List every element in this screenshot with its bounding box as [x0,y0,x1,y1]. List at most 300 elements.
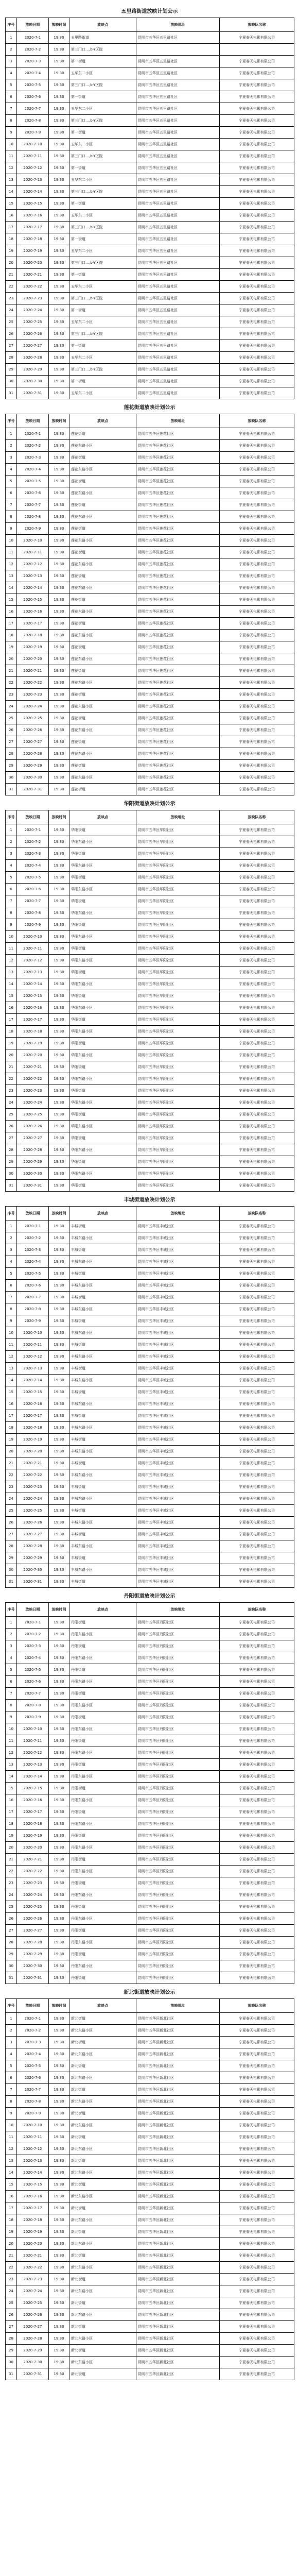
cell-no: 25 [6,2297,17,2309]
cell-date: 2020-7-7 [17,499,49,511]
table-row [6,2060,294,2072]
cell-time: 19:30 [49,570,69,582]
cell-date: 2020-7-3 [17,452,49,464]
cell-team: 宁夏春天电影有限公司 [220,210,294,222]
cell-no: 31 [6,1972,17,1984]
cell-date: 2020-7-15 [17,1783,49,1794]
cell-no: 30 [6,376,17,387]
cell-addr: 昆明市五华区丹阳社区 [136,1972,220,1984]
cell-no: 14 [6,582,17,594]
cell-date: 2020-7-15 [17,2179,49,2191]
cell-date: 2020-7-10 [17,2120,49,2131]
cell-addr: 昆明市五华区华阳社区 [136,1085,220,1097]
cell-addr: 昆明市五华区新北社区 [136,2250,220,2262]
cell-no: 6 [6,884,17,895]
cell-place: 新北东路小区 [69,2262,136,2274]
cell-no: 27 [6,736,17,748]
cell-no: 29 [6,760,17,772]
cell-team: 宁夏春天电影有限公司 [220,2238,294,2250]
cell-time: 19:30 [49,511,69,523]
cell-no: 8 [6,511,17,523]
cell-place: 丹阳街道 [69,1854,136,1866]
table-row [6,1422,294,1434]
cell-no: 28 [6,2333,17,2345]
cell-time: 19:30 [49,836,69,848]
schedule-table [5,18,294,399]
cell-addr: 昆明市五华区新北社区 [136,2191,220,2202]
cell-time: 19:30 [49,1937,69,1948]
cell-time: 19:30 [49,848,69,860]
cell-addr: 昆明市五华区新北社区 [136,2108,220,2120]
table-row [6,1818,294,1830]
table-row [6,907,294,919]
table-row [6,1026,294,1038]
cell-time: 19:30 [49,1830,69,1842]
cell-no: 19 [6,1830,17,1842]
cell-place: 华阳东路小区 [69,1002,136,1014]
cell-addr: 昆明市五华区新北社区 [136,2179,220,2191]
cell-addr: 昆明市五华区丰城社区 [136,1327,220,1339]
cell-date: 2020-7-28 [17,1144,49,1156]
cell-time: 19:30 [49,1315,69,1327]
cell-team: 宁夏春天电影有限公司 [220,2191,294,2202]
column-header-time: 放映时间 [49,1207,69,1221]
cell-place: 丰城街道 [69,1268,136,1280]
cell-team: 宁夏春天电影有限公司 [220,1351,294,1363]
cell-time: 19:30 [49,1292,69,1303]
schedule-table [5,414,294,795]
cell-no: 18 [6,630,17,641]
table-row [6,2309,294,2321]
cell-place: 华阳东路小区 [69,1073,136,1085]
cell-date: 2020-7-29 [17,1156,49,1168]
cell-date: 2020-7-20 [17,1842,49,1854]
cell-place: 新北街道 [69,2084,136,2096]
table-row [6,1014,294,1026]
cell-date: 2020-7-4 [17,67,49,79]
cell-addr: 昆明市五华区莲花社区 [136,499,220,511]
cell-place: 莲花街道 [69,760,136,772]
cell-addr: 昆明市五华区莲花社区 [136,713,220,724]
cell-time: 19:30 [49,760,69,772]
cell-team: 宁夏春天电影有限公司 [220,772,294,784]
cell-no: 3 [6,56,17,67]
cell-time: 19:30 [49,1469,69,1481]
table-row [6,499,294,511]
table-row [6,222,294,233]
cell-team: 宁夏春天电影有限公司 [220,907,294,919]
cell-addr: 昆明市五华区五里路社区 [136,115,220,127]
cell-no: 22 [6,1469,17,1481]
table-row [6,1292,294,1303]
cell-time: 19:30 [49,1375,69,1386]
cell-date: 2020-7-6 [17,1676,49,1688]
cell-date: 2020-7-13 [17,1759,49,1771]
table-row [6,570,294,582]
cell-no: 17 [6,222,17,233]
cell-time: 19:30 [49,1972,69,1984]
cell-addr: 昆明市五华区华阳社区 [136,1073,220,1085]
cell-time: 19:30 [49,919,69,931]
cell-time: 19:30 [49,1446,69,1458]
cell-addr: 昆明市五华区华阳社区 [136,1132,220,1144]
table-row [6,884,294,895]
cell-addr: 昆明市五华区新北社区 [136,2333,220,2345]
cell-place: 丰城街道 [69,1552,136,1564]
cell-team: 宁夏春天电影有限公司 [220,174,294,186]
cell-place: 丰城东路小区 [69,1493,136,1505]
cell-addr: 昆明市五华区丰城社区 [136,1493,220,1505]
cell-place: 丹阳街道 [69,1901,136,1913]
table-row [6,2238,294,2250]
cell-date: 2020-7-24 [17,2285,49,2297]
cell-addr: 昆明市五华区丹阳社区 [136,1937,220,1948]
cell-addr: 昆明市五华区华阳社区 [136,1180,220,1192]
cell-no: 22 [6,1073,17,1085]
cell-no: 4 [6,464,17,476]
cell-team: 宁夏春天电影有限公司 [220,1759,294,1771]
cell-addr: 昆明市五华区华阳社区 [136,836,220,848]
cell-place: 华阳街道 [69,919,136,931]
cell-no: 23 [6,1085,17,1097]
cell-addr: 昆明市五华区丹阳社区 [136,1866,220,1877]
cell-place: 丰城街道 [69,1386,136,1398]
cell-place: 华阳街道 [69,1061,136,1073]
cell-place: 华阳东路小区 [69,1097,136,1109]
table-row [6,67,294,79]
cell-team: 宁夏春天电影有限公司 [220,919,294,931]
cell-team: 宁夏春天电影有限公司 [220,1327,294,1339]
table-row [6,1806,294,1818]
cell-time: 19:30 [49,2345,69,2357]
table-row [6,1948,294,1960]
cell-place: 丹阳街道 [69,1640,136,1652]
cell-time: 19:30 [49,174,69,186]
cell-time: 19:30 [49,1794,69,1806]
table-row [6,2155,294,2167]
cell-date: 2020-7-3 [17,1640,49,1652]
cell-no: 1 [6,1221,17,1232]
cell-date: 2020-7-13 [17,1363,49,1375]
cell-team: 宁夏春天电影有限公司 [220,2155,294,2167]
cell-addr: 昆明市五华区华阳社区 [136,860,220,872]
cell-date: 2020-7-14 [17,582,49,594]
cell-team: 宁夏春天电影有限公司 [220,1564,294,1576]
cell-addr: 昆明市五华区莲花社区 [136,772,220,784]
cell-date: 2020-7-28 [17,352,49,364]
document [5,0,294,2394]
cell-time: 19:30 [49,452,69,464]
cell-team: 宁夏春天电影有限公司 [220,1073,294,1085]
cell-no: 24 [6,1493,17,1505]
cell-date: 2020-7-27 [17,736,49,748]
cell-place: 莲花街道 [69,618,136,630]
cell-team: 宁夏春天电影有限公司 [220,824,294,836]
table-row [6,2368,294,2380]
cell-team: 宁夏春天电影有限公司 [220,2321,294,2333]
cell-team: 宁夏春天电影有限公司 [220,2120,294,2131]
table-row [6,91,294,103]
cell-team: 宁夏春天电影有限公司 [220,1180,294,1192]
cell-date: 2020-7-30 [17,1960,49,1972]
table-row [6,523,294,535]
table-row [6,174,294,186]
cell-date: 2020-7-25 [17,1109,49,1121]
table-header-row [6,810,294,824]
cell-time: 19:30 [49,1842,69,1854]
cell-place: 华阳东路小区 [69,1026,136,1038]
cell-team: 宁夏春天电影有限公司 [220,943,294,955]
cell-no: 4 [6,1256,17,1268]
cell-team: 宁夏春天电影有限公司 [220,304,294,316]
table-row [6,1889,294,1901]
cell-date: 2020-7-19 [17,1038,49,1049]
cell-date: 2020-7-24 [17,1097,49,1109]
cell-addr: 昆明市五华区丰城社区 [136,1576,220,1588]
table-row [6,56,294,67]
cell-place: 华阳东路小区 [69,1168,136,1180]
cell-place: 丰城街道 [69,1410,136,1422]
cell-team: 宁夏春天电影有限公司 [220,1256,294,1268]
cell-no: 12 [6,162,17,174]
cell-date: 2020-7-21 [17,2250,49,2262]
cell-addr: 昆明市五华区五里路社区 [136,32,220,44]
cell-no: 11 [6,2131,17,2143]
cell-place: 丰城东路小区 [69,1469,136,1481]
cell-date: 2020-7-31 [17,784,49,795]
cell-place: 华阳街道 [69,943,136,955]
cell-date: 2020-7-24 [17,701,49,713]
cell-no: 11 [6,1735,17,1747]
cell-team: 宁夏春天电影有限公司 [220,1481,294,1493]
table-row [6,978,294,990]
cell-time: 19:30 [49,736,69,748]
cell-no: 2 [6,1232,17,1244]
cell-time: 19:30 [49,955,69,967]
cell-time: 19:30 [49,186,69,198]
cell-date: 2020-7-26 [17,1121,49,1132]
cell-no: 15 [6,990,17,1002]
table-row [6,2321,294,2333]
cell-addr: 昆明市五华区华阳社区 [136,978,220,990]
cell-no: 26 [6,1517,17,1529]
column-header-addr: 放映地址 [136,1603,220,1617]
cell-place: 华阳街道 [69,1132,136,1144]
cell-time: 19:30 [49,2108,69,2120]
cell-team: 宁夏春天电影有限公司 [220,1002,294,1014]
cell-team: 宁夏春天电影有限公司 [220,1121,294,1132]
table-row [6,1049,294,1061]
cell-time: 19:30 [49,2309,69,2321]
cell-time: 19:30 [49,1049,69,1061]
cell-time: 19:30 [49,56,69,67]
cell-addr: 昆明市五华区五里路社区 [136,233,220,245]
cell-date: 2020-7-6 [17,91,49,103]
table-row [6,2191,294,2202]
cell-team: 宁夏春天电影有限公司 [220,1540,294,1552]
table-row [6,32,294,44]
table-row [6,1854,294,1866]
cell-team: 宁夏春天电影有限公司 [220,760,294,772]
cell-team: 宁夏春天电影有限公司 [220,1629,294,1640]
section-title: 丰城街道放映计划公示 [124,1197,175,1203]
cell-place: 丹阳街道 [69,1735,136,1747]
table-row [6,1759,294,1771]
cell-team: 宁夏春天电影有限公司 [220,2250,294,2262]
table-row [6,1711,294,1723]
cell-place: 华阳街道 [69,1156,136,1168]
cell-team: 宁夏春天电影有限公司 [220,2072,294,2084]
cell-addr: 昆明市五华区华阳社区 [136,943,220,955]
cell-addr: 昆明市五华区丹阳社区 [136,1664,220,1676]
cell-time: 19:30 [49,1493,69,1505]
cell-place: 丹阳街道 [69,1664,136,1676]
cell-date: 2020-7-6 [17,884,49,895]
cell-time: 19:30 [49,2321,69,2333]
cell-team: 宁夏春天电影有限公司 [220,2368,294,2380]
column-header-place: 放映点 [69,810,136,824]
cell-addr: 昆明市五华区莲花社区 [136,701,220,713]
cell-date: 2020-7-17 [17,222,49,233]
cell-no: 5 [6,79,17,91]
cell-date: 2020-7-15 [17,990,49,1002]
cell-addr: 昆明市五华区华阳社区 [136,1014,220,1026]
column-header-team: 放映队名称 [220,1999,294,2013]
cell-addr: 昆明市五华区丰城社区 [136,1363,220,1375]
cell-date: 2020-7-29 [17,1948,49,1960]
cell-addr: 昆明市五华区五里路社区 [136,376,220,387]
cell-addr: 昆明市五华区新北社区 [136,2096,220,2108]
cell-team: 宁夏春天电影有限公司 [220,476,294,487]
table-row [6,376,294,387]
cell-date: 2020-7-23 [17,1481,49,1493]
cell-no: 14 [6,978,17,990]
cell-place: 五华东二小区 [69,139,136,150]
cell-time: 19:30 [49,1481,69,1493]
cell-addr: 昆明市五华区五里路社区 [136,257,220,269]
cell-time: 19:30 [49,2179,69,2191]
cell-no: 25 [6,316,17,328]
cell-team: 宁夏春天电影有限公司 [220,1818,294,1830]
cell-no: 17 [6,2202,17,2214]
cell-no: 30 [6,2357,17,2368]
cell-place: 五华东二小区 [69,103,136,115]
column-header-addr: 放映地址 [136,18,220,32]
cell-no: 20 [6,653,17,665]
cell-no: 27 [6,1925,17,1937]
cell-date: 2020-7-10 [17,1327,49,1339]
cell-no: 11 [6,547,17,558]
table-row [6,2226,294,2238]
cell-date: 2020-7-6 [17,2072,49,2084]
table-row [6,1735,294,1747]
cell-date: 2020-7-7 [17,1688,49,1700]
cell-team: 宁夏春天电影有限公司 [220,570,294,582]
cell-place: 丰城东路小区 [69,1446,136,1458]
table-row [6,955,294,967]
cell-addr: 昆明市五华区莲花社区 [136,748,220,760]
cell-team: 宁夏春天电影有限公司 [220,653,294,665]
cell-no: 18 [6,233,17,245]
cell-addr: 昆明市五华区华阳社区 [136,1002,220,1014]
table-row [6,872,294,884]
cell-no: 29 [6,1552,17,1564]
cell-addr: 昆明市五华区华阳社区 [136,1168,220,1180]
cell-place: 华阳东路小区 [69,860,136,872]
cell-time: 19:30 [49,1866,69,1877]
cell-date: 2020-7-18 [17,1818,49,1830]
cell-team: 宁夏春天电影有限公司 [220,677,294,689]
cell-team: 宁夏春天电影有限公司 [220,1889,294,1901]
cell-addr: 昆明市五华区丰城社区 [136,1517,220,1529]
cell-date: 2020-7-21 [17,269,49,281]
cell-team: 宁夏春天电影有限公司 [220,2345,294,2357]
cell-team: 宁夏春天电影有限公司 [220,103,294,115]
cell-addr: 昆明市五华区新北社区 [136,2037,220,2048]
cell-team: 宁夏春天电影有限公司 [220,1085,294,1097]
cell-time: 19:30 [49,523,69,535]
cell-date: 2020-7-8 [17,2096,49,2108]
table-row [6,990,294,1002]
table-row [6,1564,294,1576]
cell-no: 21 [6,1061,17,1073]
cell-date: 2020-7-22 [17,1866,49,1877]
cell-team: 宁夏春天电影有限公司 [220,1422,294,1434]
cell-no: 24 [6,701,17,713]
cell-date: 2020-7-8 [17,907,49,919]
schedule-section [5,1591,294,1984]
cell-addr: 昆明市五华区丹阳社区 [136,1676,220,1688]
cell-addr: 昆明市五华区丰城社区 [136,1339,220,1351]
cell-team: 宁夏春天电影有限公司 [220,1913,294,1925]
cell-time: 19:30 [49,1617,69,1629]
cell-place: 第三门口…,b-Y区院 [69,364,136,376]
cell-addr: 昆明市五华区莲花社区 [136,594,220,606]
table-row [6,1747,294,1759]
cell-addr: 昆明市五华区丹阳社区 [136,1711,220,1723]
table-row [6,293,294,304]
cell-time: 19:30 [49,428,69,440]
cell-date: 2020-7-28 [17,748,49,760]
table-row [6,2025,294,2037]
cell-team: 宁夏春天电影有限公司 [220,1830,294,1842]
cell-place: 丰城街道 [69,1481,136,1493]
cell-time: 19:30 [49,1889,69,1901]
cell-time: 19:30 [49,32,69,44]
cell-time: 19:30 [49,293,69,304]
cell-addr: 昆明市五华区新北社区 [136,2262,220,2274]
cell-addr: 昆明市五华区莲花社区 [136,440,220,452]
column-header-place: 放映点 [69,18,136,32]
cell-team: 宁夏春天电影有限公司 [220,1398,294,1410]
cell-no: 24 [6,304,17,316]
table-row [6,1552,294,1564]
cell-no: 21 [6,1458,17,1469]
table-row [6,2274,294,2285]
cell-place: 华阳街道 [69,1038,136,1049]
cell-time: 19:30 [49,1132,69,1144]
table-row [6,1398,294,1410]
cell-addr: 昆明市五华区新北社区 [136,2226,220,2238]
cell-place: 丹阳街道 [69,1688,136,1700]
cell-no: 19 [6,2226,17,2238]
column-header-no: 序号 [6,1603,17,1617]
cell-date: 2020-7-26 [17,1517,49,1529]
cell-team: 宁夏春天电影有限公司 [220,1315,294,1327]
cell-team: 宁夏春天电影有限公司 [220,1493,294,1505]
cell-team: 宁夏春天电影有限公司 [220,91,294,103]
cell-time: 19:30 [49,860,69,872]
